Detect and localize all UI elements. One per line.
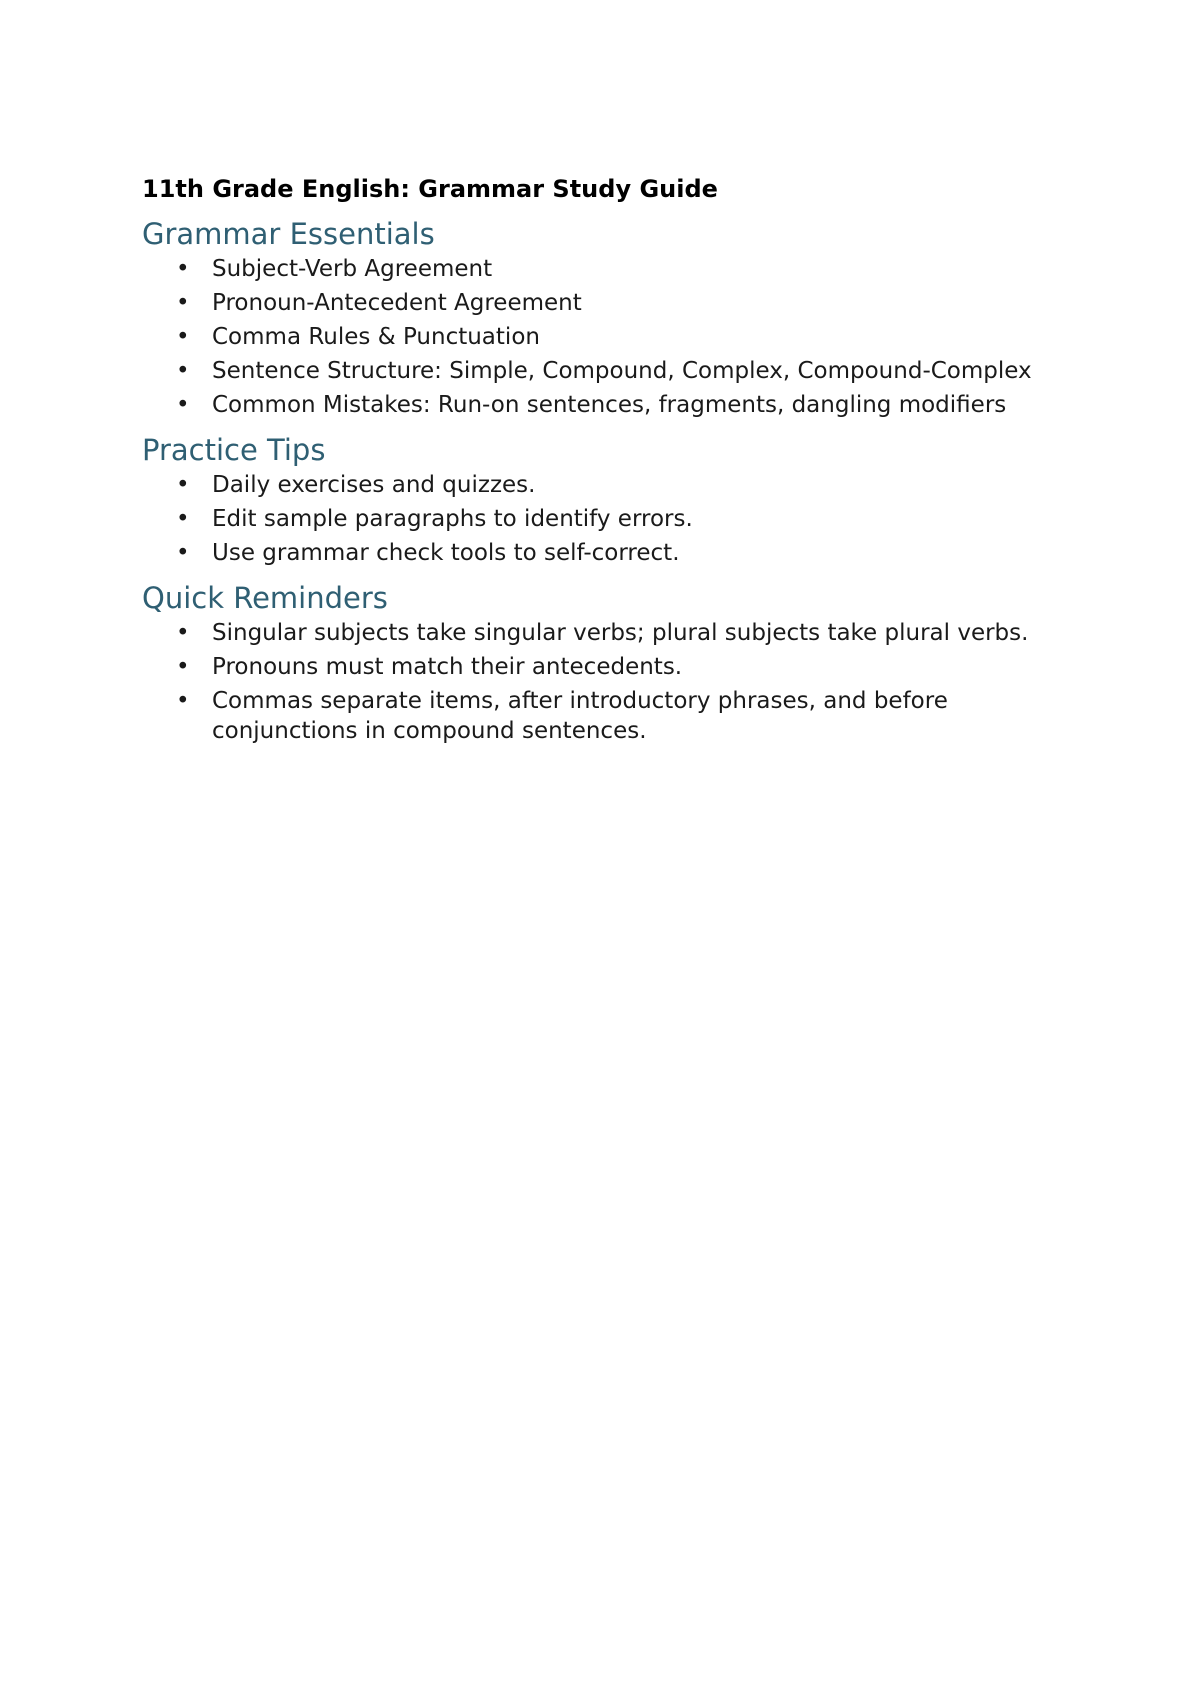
bullet-icon: •	[176, 392, 190, 418]
document-page	[142, 172, 1082, 756]
list-item	[142, 254, 1082, 284]
bullet-icon: •	[176, 472, 190, 498]
section-heading: Quick Reminders	[142, 581, 388, 615]
list-item	[142, 504, 1082, 534]
list-item-text: Singular subjects take singular verbs; plural subjects take plural verbs.	[212, 620, 1029, 646]
list-item-text: Sentence Structure: Simple, Compound, Complex, Compound-Complex	[212, 358, 1032, 384]
bullet-icon: •	[176, 540, 190, 566]
list-item-text: Pronoun-Antecedent Agreement	[212, 290, 582, 316]
bullet-icon: •	[176, 256, 190, 282]
list-item	[142, 288, 1082, 318]
list-item	[142, 686, 1082, 746]
bullet-icon: •	[176, 506, 190, 532]
bullet-icon: •	[176, 324, 190, 350]
list-item-text: Use grammar check tools to self-correct.	[212, 540, 680, 566]
list-item-text: Commas separate items, after introductory phrases, and before conjunctions in compound sentences.	[212, 688, 948, 744]
list-item-text: Daily exercises and quizzes.	[212, 472, 536, 498]
bullet-icon: •	[176, 688, 190, 714]
list-item	[142, 538, 1082, 568]
bullet-list	[142, 470, 1082, 568]
list-item-text: Comma Rules & Punctuation	[212, 324, 540, 350]
section-heading: Grammar Essentials	[142, 217, 435, 251]
bullet-icon: •	[176, 620, 190, 646]
bullet-list	[142, 618, 1082, 746]
bullet-icon: •	[176, 290, 190, 316]
bullet-icon: •	[176, 654, 190, 680]
list-item	[142, 390, 1082, 420]
list-item-text: Common Mistakes: Run-on sentences, fragments, dangling modifiers	[212, 392, 1007, 418]
list-item-text: Edit sample paragraphs to identify errors.	[212, 506, 693, 532]
document-title: 11th Grade English: Grammar Study Guide	[142, 175, 718, 203]
section-grammar-essentials	[142, 214, 1082, 420]
section-heading: Practice Tips	[142, 433, 326, 467]
list-item	[142, 618, 1082, 648]
list-item	[142, 470, 1082, 500]
section-quick-reminders	[142, 578, 1082, 746]
list-item-text: Pronouns must match their antecedents.	[212, 654, 683, 680]
list-item	[142, 356, 1082, 386]
bullet-list	[142, 254, 1082, 420]
bullet-icon: •	[176, 358, 190, 384]
list-item	[142, 322, 1082, 352]
section-practice-tips	[142, 430, 1082, 568]
list-item-text: Subject-Verb Agreement	[212, 256, 493, 282]
list-item	[142, 652, 1082, 682]
